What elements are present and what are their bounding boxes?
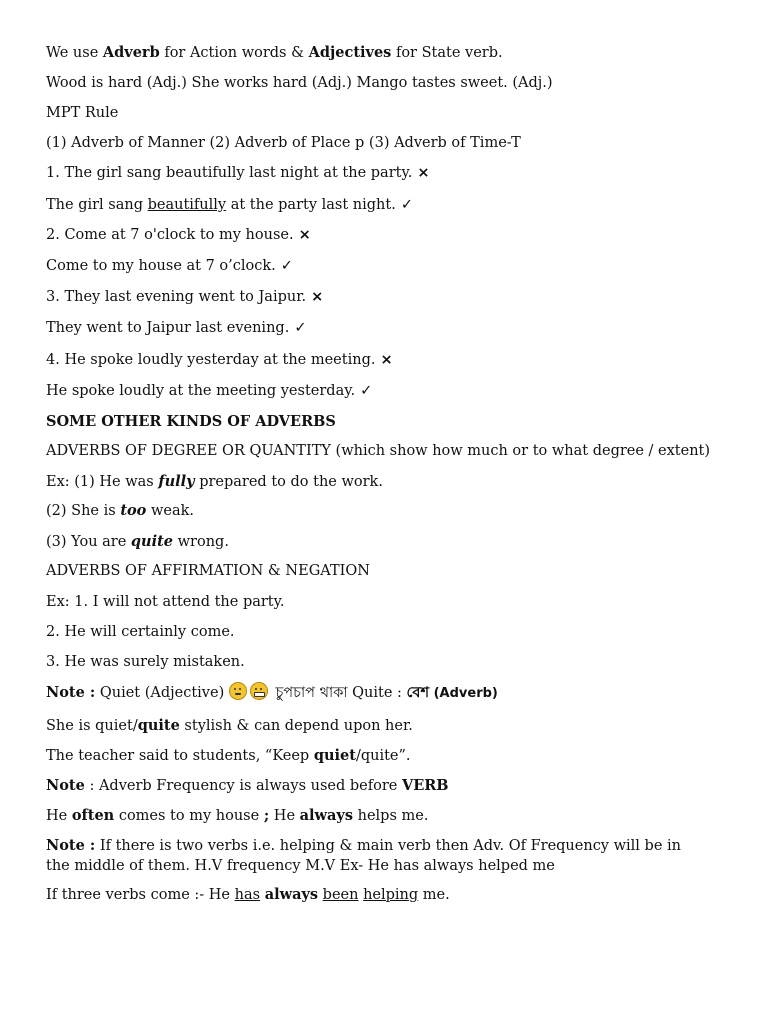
- example-1-right: [46, 194, 413, 216]
- bold-text: quite: [137, 717, 180, 734]
- text: wrong.: [173, 534, 229, 550]
- underlined-text: been: [322, 887, 359, 903]
- text: prepared to do the work.: [194, 474, 383, 490]
- bold-text: always: [264, 886, 319, 903]
- affirmation-example-1: Ex: 1. I will not attend the party.: [46, 594, 285, 610]
- note-label: Note :: [46, 837, 96, 854]
- text: He: [46, 808, 72, 824]
- bold-text: always: [299, 807, 354, 824]
- degree-example-3: [46, 531, 229, 553]
- bengali-text: বেশ: [406, 685, 430, 701]
- hushed-face-icon: [229, 682, 247, 700]
- example-2-wrong: [46, 224, 311, 246]
- text: If there is two verbs i.e. helping & main verb then Adv. Of Frequency will be in the middle of them. H.V frequency M.V Ex- He has always helped me: [46, 838, 681, 874]
- text: at the party last night.: [226, 197, 396, 213]
- example-3-right: [46, 317, 306, 339]
- check-icon: ✓: [280, 258, 293, 274]
- text: me.: [418, 887, 450, 903]
- text: /quite”.: [355, 748, 411, 764]
- example-2-right: [46, 255, 293, 277]
- text: (2) She is: [46, 503, 121, 519]
- text: helps me.: [353, 808, 429, 824]
- underlined-text: has: [234, 887, 261, 903]
- grimacing-face-icon: [250, 682, 268, 700]
- note-frequency: [46, 775, 449, 797]
- bold-text: VERB: [401, 777, 449, 794]
- text: 4. He spoke loudly yesterday at the meeting.: [46, 352, 376, 368]
- text: (3) You are: [46, 534, 131, 550]
- cross-icon: ×: [298, 227, 311, 243]
- bengali-text: চুপচাপ থাকা: [275, 685, 348, 701]
- adj-examples-line: Wood is hard (Adj.) She works hard (Adj.) Mango tastes sweet. (Adj.): [46, 75, 553, 91]
- intro-line: [46, 42, 503, 64]
- emphasis-text: quite: [130, 533, 174, 550]
- text: Ex: (1) He was: [46, 474, 159, 490]
- quiet-example-2: [46, 745, 411, 767]
- text: stylish & can depend upon her.: [179, 718, 413, 734]
- section-heading-affirmation: ADVERBS OF AFFIRMATION & NEGATION: [46, 563, 370, 579]
- check-icon: ✓: [360, 383, 373, 399]
- text: 1. The girl sang beautifully last night at the party.: [46, 165, 413, 181]
- bold-text: Adjectives: [308, 44, 392, 61]
- text: The girl sang: [46, 197, 148, 213]
- note-label: Note: [46, 777, 85, 794]
- text: comes to my house: [114, 808, 264, 824]
- mpt-rule-heading: MPT Rule: [46, 105, 119, 121]
- example-4-right: [46, 380, 372, 402]
- example-3-wrong: [46, 286, 323, 308]
- bold-text: ;: [263, 807, 270, 824]
- note-label: Note :: [46, 684, 96, 701]
- bold-text: quiet: [313, 747, 356, 764]
- check-icon: ✓: [400, 197, 413, 213]
- text: They went to Jaipur last evening.: [46, 320, 290, 336]
- underlined-text: beautifully: [147, 197, 227, 213]
- frequency-example: [46, 805, 428, 827]
- text: He spoke loudly at the meeting yesterday.: [46, 383, 356, 399]
- note-two-verbs: [46, 836, 696, 876]
- text: Come to my house at 7 o’clock.: [46, 258, 276, 274]
- emphasis-text: too: [120, 502, 147, 519]
- three-verbs-example: [46, 884, 450, 906]
- text: She is quiet/: [46, 718, 138, 734]
- text: The teacher said to students, “Keep: [46, 748, 314, 764]
- text: : Adverb Frequency is always used before: [84, 778, 402, 794]
- text: 2. Come at 7 o'clock to my house.: [46, 227, 294, 243]
- text: 3. They last evening went to Jaipur.: [46, 289, 307, 305]
- example-4-wrong: [46, 349, 393, 371]
- text: Quiet (Adjective): [95, 685, 229, 701]
- quiet-example-1: [46, 715, 413, 737]
- affirmation-example-2: 2. He will certainly come.: [46, 624, 235, 640]
- text: for Action words &: [159, 45, 309, 61]
- bold-text: (Adverb): [429, 686, 498, 701]
- text: He: [269, 808, 300, 824]
- cross-icon: ×: [311, 289, 324, 305]
- text: If three verbs come :- He: [46, 887, 235, 903]
- text: We use: [46, 45, 103, 61]
- section-heading-other-adverbs: SOME OTHER KINDS OF ADVERBS: [46, 413, 336, 430]
- check-icon: ✓: [294, 320, 307, 336]
- text: for State verb.: [391, 45, 503, 61]
- cross-icon: ×: [417, 165, 430, 181]
- cross-icon: ×: [380, 352, 393, 368]
- mpt-rule-list: (1) Adverb of Manner (2) Adverb of Place p (3) Adverb of Time-T: [46, 135, 521, 151]
- section-heading-degree: ADVERBS OF DEGREE OR QUANTITY (which show how much or to what degree / extent): [46, 443, 711, 459]
- bold-text: Adverb: [102, 44, 160, 61]
- text: weak.: [146, 503, 195, 519]
- note-quiet-quite: [46, 682, 498, 705]
- underlined-text: helping: [363, 887, 419, 903]
- emphasis-text: fully: [158, 473, 195, 490]
- degree-example-2: [46, 500, 194, 522]
- example-1-wrong: [46, 162, 430, 184]
- text: Quite :: [347, 685, 407, 701]
- bold-text: often: [71, 807, 115, 824]
- degree-example-1: [46, 471, 383, 493]
- affirmation-example-3: 3. He was surely mistaken.: [46, 654, 245, 670]
